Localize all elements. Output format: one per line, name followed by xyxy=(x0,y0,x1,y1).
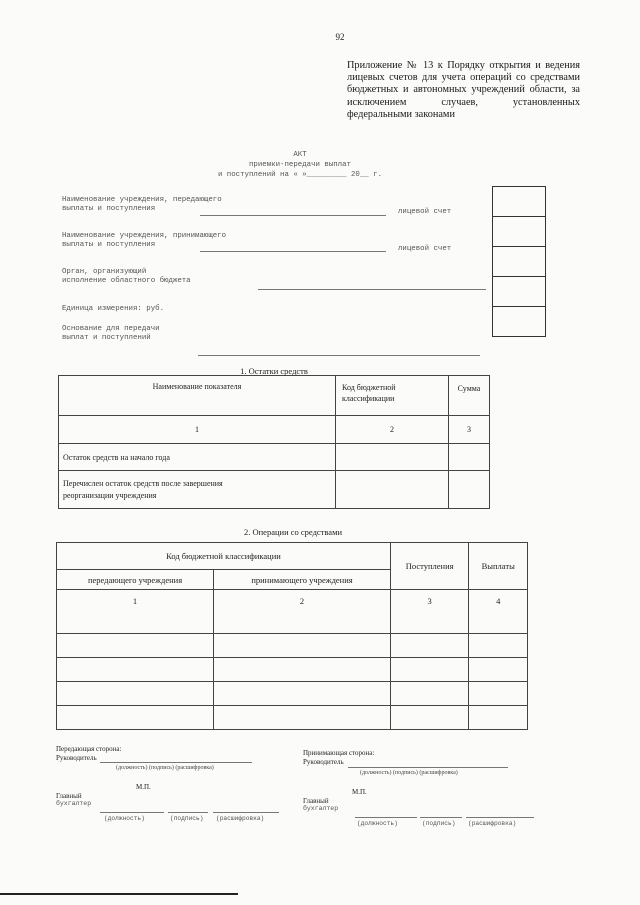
col-number: 4 xyxy=(469,590,528,634)
balances-table xyxy=(58,375,490,509)
chief-position-line-right xyxy=(355,817,417,818)
empty-cell xyxy=(57,634,214,658)
organ-label xyxy=(62,268,191,286)
footer-rule xyxy=(0,893,238,895)
empty-cell xyxy=(57,706,214,730)
code-box-cell xyxy=(493,247,545,277)
chief-caption-right-3: (расшифровка) xyxy=(468,820,517,827)
act-title-line-3: и поступлений на « »_________ 20__ г. xyxy=(217,171,383,179)
code-box-cell xyxy=(493,277,545,307)
transferring-label-line-1: Наименование учреждения, передающего xyxy=(62,196,222,204)
col-number: 3 xyxy=(390,590,468,634)
code-box xyxy=(492,186,546,337)
empty-cell xyxy=(214,658,391,682)
appendix-text: Приложение № 13 к Порядку открытия и ведения лицевых счетов для учета операций со средствами бюджетных и автономных учреждений области, за исключением случаев, установленных федеральными законами xyxy=(347,60,580,120)
transferring-label-line-2: выплаты и поступления xyxy=(62,205,156,213)
signature-caption-right: (должность) (подпись) (расшифровка) xyxy=(360,770,458,776)
chief-caption-left-2: (подпись) xyxy=(170,815,204,822)
col-number: 1 xyxy=(59,416,336,444)
empty-cell xyxy=(390,658,468,682)
empty-cell xyxy=(214,706,391,730)
head-signature-line-left xyxy=(100,762,252,763)
header-kbk: Код бюджетной классификации xyxy=(336,376,449,416)
organ-label-line-2: исполнение областного бюджета xyxy=(62,277,191,285)
stamp-label-left: М.П. xyxy=(136,783,151,791)
chief-caption-right-2: (подпись) xyxy=(422,820,456,827)
empty-cell xyxy=(449,444,490,471)
empty-cell xyxy=(214,682,391,706)
chief-decode-line-left xyxy=(213,812,279,813)
receiving-label-line-1: Наименование учреждения, принимающего xyxy=(62,232,227,240)
header-transferring: передающего учреждения xyxy=(57,570,214,590)
code-box-cell xyxy=(493,217,545,247)
empty-cell xyxy=(336,444,449,471)
empty-cell xyxy=(57,682,214,706)
empty-cell xyxy=(390,706,468,730)
receiving-institution-line xyxy=(200,251,386,252)
stamp-label-right: М.П. xyxy=(352,788,367,796)
page-number: 92 xyxy=(335,32,345,42)
empty-cell xyxy=(469,682,528,706)
basis-label-line-2: выплат и поступлений xyxy=(62,334,151,342)
chief-label-left-1: Главный xyxy=(56,792,82,800)
header-receiving: принимающего учреждения xyxy=(214,570,391,590)
row-reorganization: Перечислен остаток средств после завершения реорганизации учреждения xyxy=(59,471,336,509)
col-number: 2 xyxy=(336,416,449,444)
empty-cell xyxy=(449,471,490,509)
section-2-title: 2. Операции со средствами xyxy=(244,527,342,537)
code-box-cell xyxy=(493,307,545,336)
chief-caption-left-1: (должность) xyxy=(104,815,145,822)
chief-caption-left-3: (расшифровка) xyxy=(216,815,265,822)
col-number: 1 xyxy=(57,590,214,634)
transferring-side-label: Передающая сторона: xyxy=(56,745,122,753)
empty-cell xyxy=(214,634,391,658)
transferring-institution-line xyxy=(200,215,386,216)
signature-caption-left: (должность) (подпись) (расшифровка) xyxy=(116,765,214,771)
empty-cell xyxy=(57,658,214,682)
account-label-2: лицевой счет xyxy=(398,245,452,253)
receiving-institution-label xyxy=(62,232,226,250)
basis-label xyxy=(62,325,160,343)
header-indicator: Наименование показателя xyxy=(59,376,336,416)
basis-label-line-1: Основание для передачи xyxy=(62,325,160,333)
organ-label-line-1: Орган, организующий xyxy=(62,268,147,276)
header-kbk: Код бюджетной классификации xyxy=(57,543,391,570)
transferring-institution-label xyxy=(62,196,222,214)
header-income: Поступления xyxy=(390,543,468,590)
chief-caption-right-1: (должность) xyxy=(357,820,398,827)
chief-sign-line-left xyxy=(168,812,208,813)
col-number: 2 xyxy=(214,590,391,634)
empty-cell xyxy=(336,471,449,509)
receiving-side-label: Принимающая сторона: xyxy=(303,749,375,757)
empty-cell xyxy=(390,634,468,658)
account-label-1: лицевой счет xyxy=(398,208,452,216)
chief-label-right-1: Главный xyxy=(303,797,329,805)
chief-decode-line-right xyxy=(466,817,534,818)
basis-line xyxy=(198,355,480,356)
head-label-right: Руководитель xyxy=(303,758,344,766)
chief-position-line-left xyxy=(100,812,164,813)
chief-label-left-2: бухгалтер xyxy=(56,800,92,807)
empty-cell xyxy=(469,634,528,658)
empty-cell xyxy=(390,682,468,706)
act-title-line-2: приемки-передачи выплат xyxy=(248,161,351,169)
empty-cell xyxy=(469,706,528,730)
chief-label-right-2: бухгалтер xyxy=(303,805,339,812)
head-label-left: Руководитель xyxy=(56,754,97,762)
col-number: 3 xyxy=(449,416,490,444)
code-box-cell xyxy=(493,187,545,217)
empty-cell xyxy=(469,658,528,682)
operations-table xyxy=(56,542,528,730)
row-start-balance: Остаток средств на начало года xyxy=(59,444,336,471)
chief-sign-line-right xyxy=(420,817,462,818)
section-1-title: 1. Остатки средств xyxy=(240,366,308,376)
receiving-label-line-2: выплаты и поступления xyxy=(62,241,156,249)
act-title xyxy=(180,150,420,180)
act-title-line-1: АКТ xyxy=(293,151,307,159)
header-sum: Сумма xyxy=(449,376,490,416)
header-payments: Выплаты xyxy=(469,543,528,590)
unit-label: Единица измерения: руб. xyxy=(62,305,165,313)
organ-line xyxy=(258,289,486,290)
head-signature-line-right xyxy=(348,767,508,768)
